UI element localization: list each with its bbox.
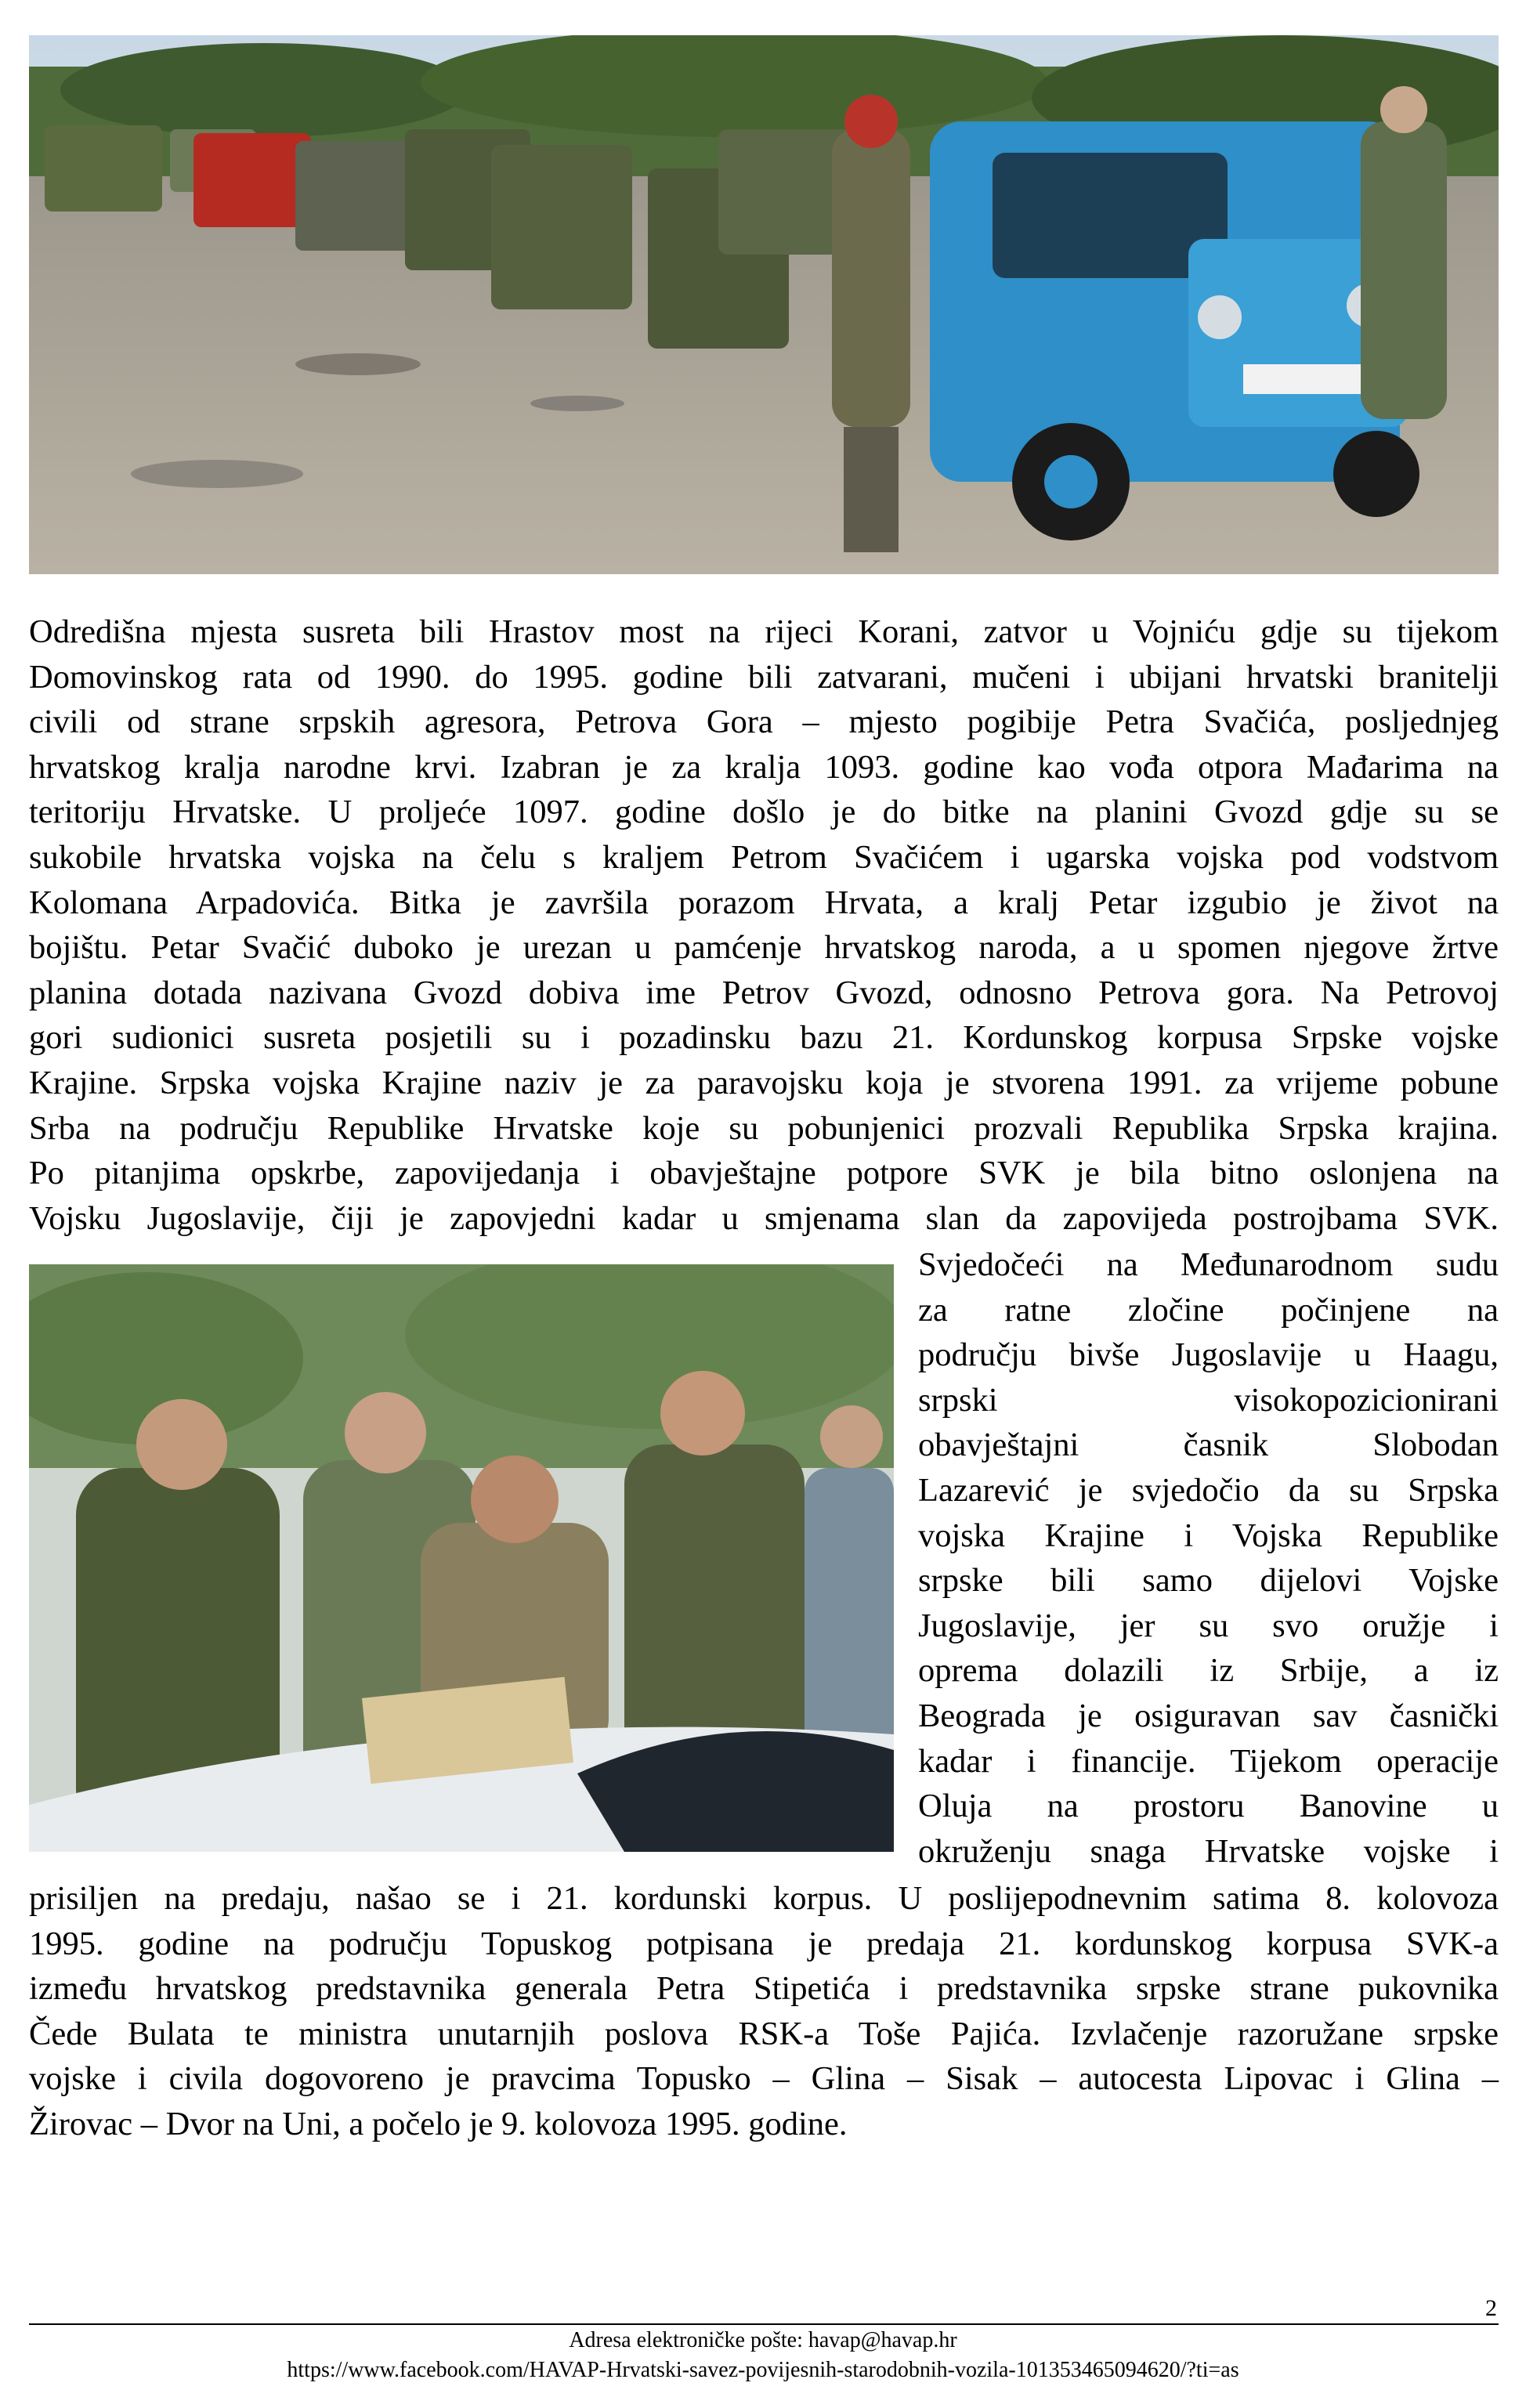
text-line: vojska Krajine i Vojska Republike — [918, 1517, 1499, 1554]
photo-signing-surrender — [29, 1264, 894, 1852]
paragraph-surrender — [29, 1876, 1499, 2147]
paragraph-destinations — [29, 609, 1499, 1241]
vintage-vehicles-image — [29, 35, 1499, 574]
text-line: Odredišna mjesta susreta bili Hrastov most na rijeci Korani, zatvor u Vojniću gdje su tijekom — [29, 613, 1499, 650]
text-line: vojske i civila dogovoreno je pravcima Topusko – Glina – Sisak – autocesta Lipovac i Glina – — [29, 2060, 1499, 2098]
text-line: okruženju snaga Hrvatske vojske i — [918, 1832, 1499, 1870]
text-line: Po pitanjima opskrbe, zapovijedanja i obavještajne potpore SVK je bila bitno oslonjena na — [29, 1155, 1499, 1192]
footer-url: https://www.facebook.com/HAVAP-Hrvatski-savez-povijesnih-starodobnih-vozila-101353465094620/?ti=as — [287, 2358, 1239, 2382]
photo-vintage-vehicles — [29, 35, 1499, 574]
text-line: oprema dolazili iz Srbije, a iz — [918, 1652, 1499, 1690]
text-line: području bivše Jugoslavije u Haagu, — [918, 1336, 1499, 1374]
text-line: bojištu. Petar Svačić duboko je urezan u pamćenje hrvatskog naroda, a u spomen njegove žrtve — [29, 929, 1499, 967]
text-line: gori sudionici susreta posjetili su i pozadinsku bazu 21. Kordunskog korpusa Srpske vojske — [29, 1019, 1499, 1057]
text-line: prisiljen na predaju, našao se i 21. kordunski korpus. U poslijepodnevnim satima 8. kolovoza — [29, 1880, 1499, 1917]
text-line: Srba na području Republike Hrvatske koje su pobunjenici prozvali Republika Srpska krajina. — [29, 1109, 1499, 1147]
text-line: između hrvatskog predstavnika generala Petra Stipetića i predstavnika srpske strane pukovnika — [29, 1970, 1499, 2008]
text-line: hrvatskog kralja narodne krvi. Izabran je za kralja 1093. godine kao vođa otpora Mađarima na — [29, 748, 1499, 786]
text-line: Vojsku Jugoslavije, čiji je zapovjedni kadar u smjenama slan da zapovijeda postrojbama SVK. — [29, 1199, 1499, 1237]
text-line: planina dotada nazivana Gvozd dobiva ime Petrov Gvozd, odnosno Petrova gora. Na Petrovoj — [29, 974, 1499, 1011]
text-line: teritoriju Hrvatske. U proljeće 1097. godine došlo je do bitke na planini Gvozd gdje su se — [29, 794, 1499, 831]
text-line: srpski visokopozicionirani — [918, 1381, 1499, 1419]
footer-email: Adresa elektroničke pošte: havap@havap.hr — [569, 2328, 957, 2352]
text-line: sukobile hrvatska vojska na čelu s kraljem Petrom Svačićem i ugarska vojska pod vodstvom — [29, 838, 1499, 876]
page-number: 2 — [1485, 2295, 1497, 2321]
paragraph-testimony — [918, 1242, 1499, 1874]
text-line: kadar i financije. Tijekom operacije — [918, 1742, 1499, 1780]
text-line: obavještajni časnik Slobodan — [918, 1426, 1499, 1464]
signing-surrender-image — [29, 1264, 894, 1852]
text-line: Jugoslavije, jer su svo oružje i — [918, 1607, 1499, 1644]
footer-divider — [29, 2323, 1499, 2325]
text-line: za ratne zločine počinjene na — [918, 1291, 1499, 1329]
text-line: Domovinskog rata od 1990. do 1995. godine bili zatvarani, mučeni i ubijani hrvatski branitelji — [29, 658, 1499, 696]
text-line: Čede Bulata te ministra unutarnjih poslova RSK-a Toše Pajića. Izvlačenje razoružane srpske — [29, 2015, 1499, 2052]
text-line: srpske bili samo dijelovi Vojske — [918, 1562, 1499, 1600]
text-line: Žirovac – Dvor na Uni, a počelo je 9. kolovoza 1995. godine. — [29, 2105, 848, 2142]
text-line: Svjedočeći na Međunarodnom sudu — [918, 1246, 1499, 1283]
text-line: civili od strane srpskih agresora, Petrova Gora – mjesto pogibije Petra Svačića, posljednjeg — [29, 703, 1499, 741]
text-line: Krajine. Srpska vojska Krajine naziv je za paravojsku koja je stvorena 1991. za vrijeme pobune — [29, 1064, 1499, 1101]
text-line: 1995. godine na području Topuskog potpisana je predaja 21. kordunskog korpusa SVK-a — [29, 1925, 1499, 1962]
text-line: Lazarević je svjedočio da su Srpska — [918, 1471, 1499, 1509]
text-line: Kolomana Arpadovića. Bitka je završila porazom Hrvata, a kralj Petar izgubio je život na — [29, 884, 1499, 921]
text-line: Beograda je osiguravan sav časnički — [918, 1697, 1499, 1734]
text-line: Oluja na prostoru Banovine u — [918, 1788, 1499, 1825]
